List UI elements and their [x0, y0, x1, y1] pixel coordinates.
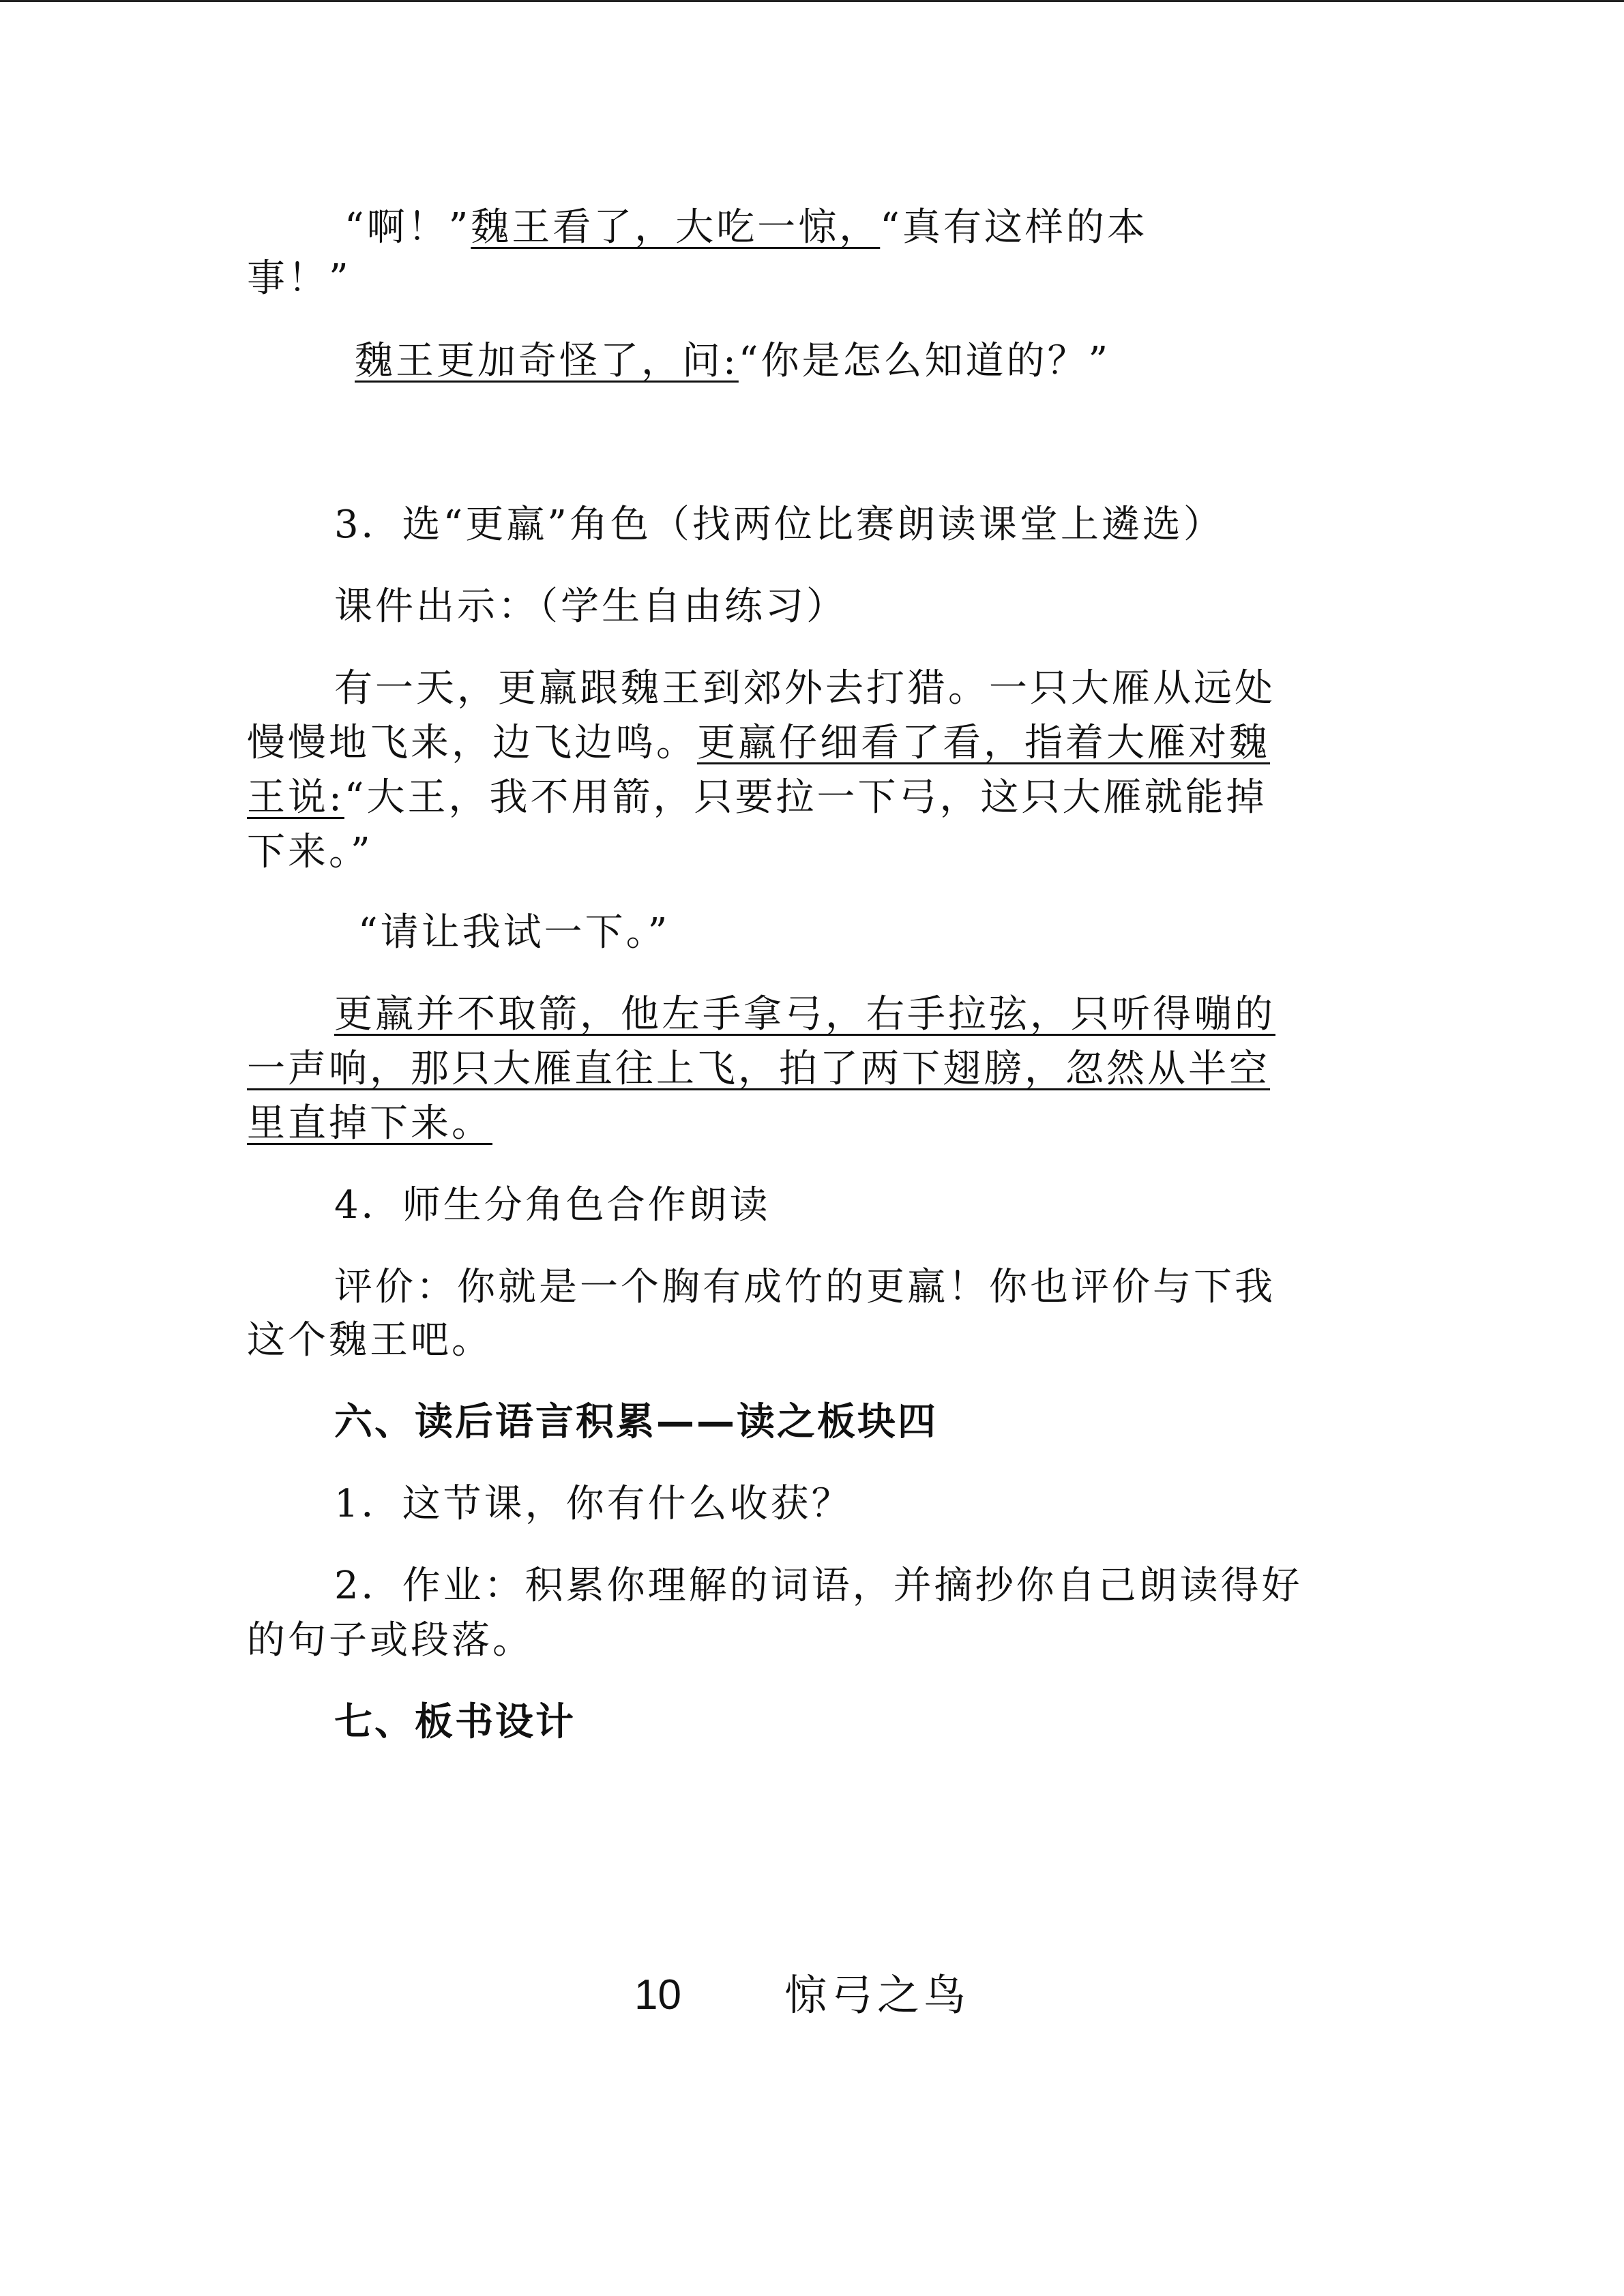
passage-text: “大王，我不用箭，只要拉一下弓，这只大雁就能掉 [344, 775, 1267, 820]
quote-text: “真有这样的本 [880, 205, 1148, 250]
underlined-text: 更羸仔细看了看，指着大雁对魏 [697, 721, 1270, 765]
underlined-text: 王说: [247, 775, 344, 820]
underlined-text: 魏王看了，大吃一惊， [471, 205, 881, 250]
homework-line: 的句子或段落。 [247, 1618, 533, 1663]
passage-line: 有一天，更羸跟魏王到郊外去打猎。一只大雁从远处 [334, 666, 1275, 711]
top-rule [0, 0, 1624, 2]
step-heading: 1．这节课，你有什么收获？ [334, 1482, 853, 1526]
underlined-passage-line: 更羸并不取箭，他左手拿弓，右手拉弦，只听得嘣的 [334, 992, 1275, 1037]
underlined-passage-line: 一声响，那只大雁直往上飞，拍了两下翅膀，忽然从半空 [247, 1047, 1270, 1091]
evaluation-line: 这个魏王吧。 [247, 1318, 492, 1362]
dialogue-line [344, 202, 1148, 254]
dialogue-line [355, 336, 1110, 387]
passage-line [247, 772, 1267, 824]
underlined-passage-line: 里直掉下来。 [247, 1101, 492, 1146]
passage-line: 下来。” [247, 830, 373, 874]
step-heading: 4．师生分角色合作朗读 [334, 1183, 771, 1227]
underlined-text: 魏王更加奇怪了，问: [355, 339, 739, 383]
section-heading: 六、读后语言积累——读之板块四 [334, 1400, 938, 1444]
step-heading: 3．选“更羸”角色（找两位比赛朗读课堂上遴选） [334, 503, 1224, 547]
quote-text: “你是怎么知道的？” [738, 339, 1111, 383]
lesson-number: 10 [634, 1971, 681, 2018]
quote-text: “啊！” [344, 205, 471, 250]
courseware-label: 课件出示：（学生自由练习） [334, 584, 847, 629]
homework-line: 2．作业：积累你理解的词语，并摘抄你自己朗读得好 [334, 1564, 1303, 1608]
dialogue-line: “请让我试一下。” [358, 910, 670, 955]
lesson-title: 惊弓之鸟 [784, 1970, 971, 2020]
passage-text: 慢慢地飞来，边飞边鸣。 [247, 721, 697, 765]
passage-line [247, 717, 1270, 769]
evaluation-line: 评价：你就是一个胸有成竹的更羸！你也评价与下我 [334, 1265, 1275, 1309]
dialogue-line: 事！” [247, 256, 351, 301]
section-heading: 七、板书设计 [334, 1700, 576, 1744]
